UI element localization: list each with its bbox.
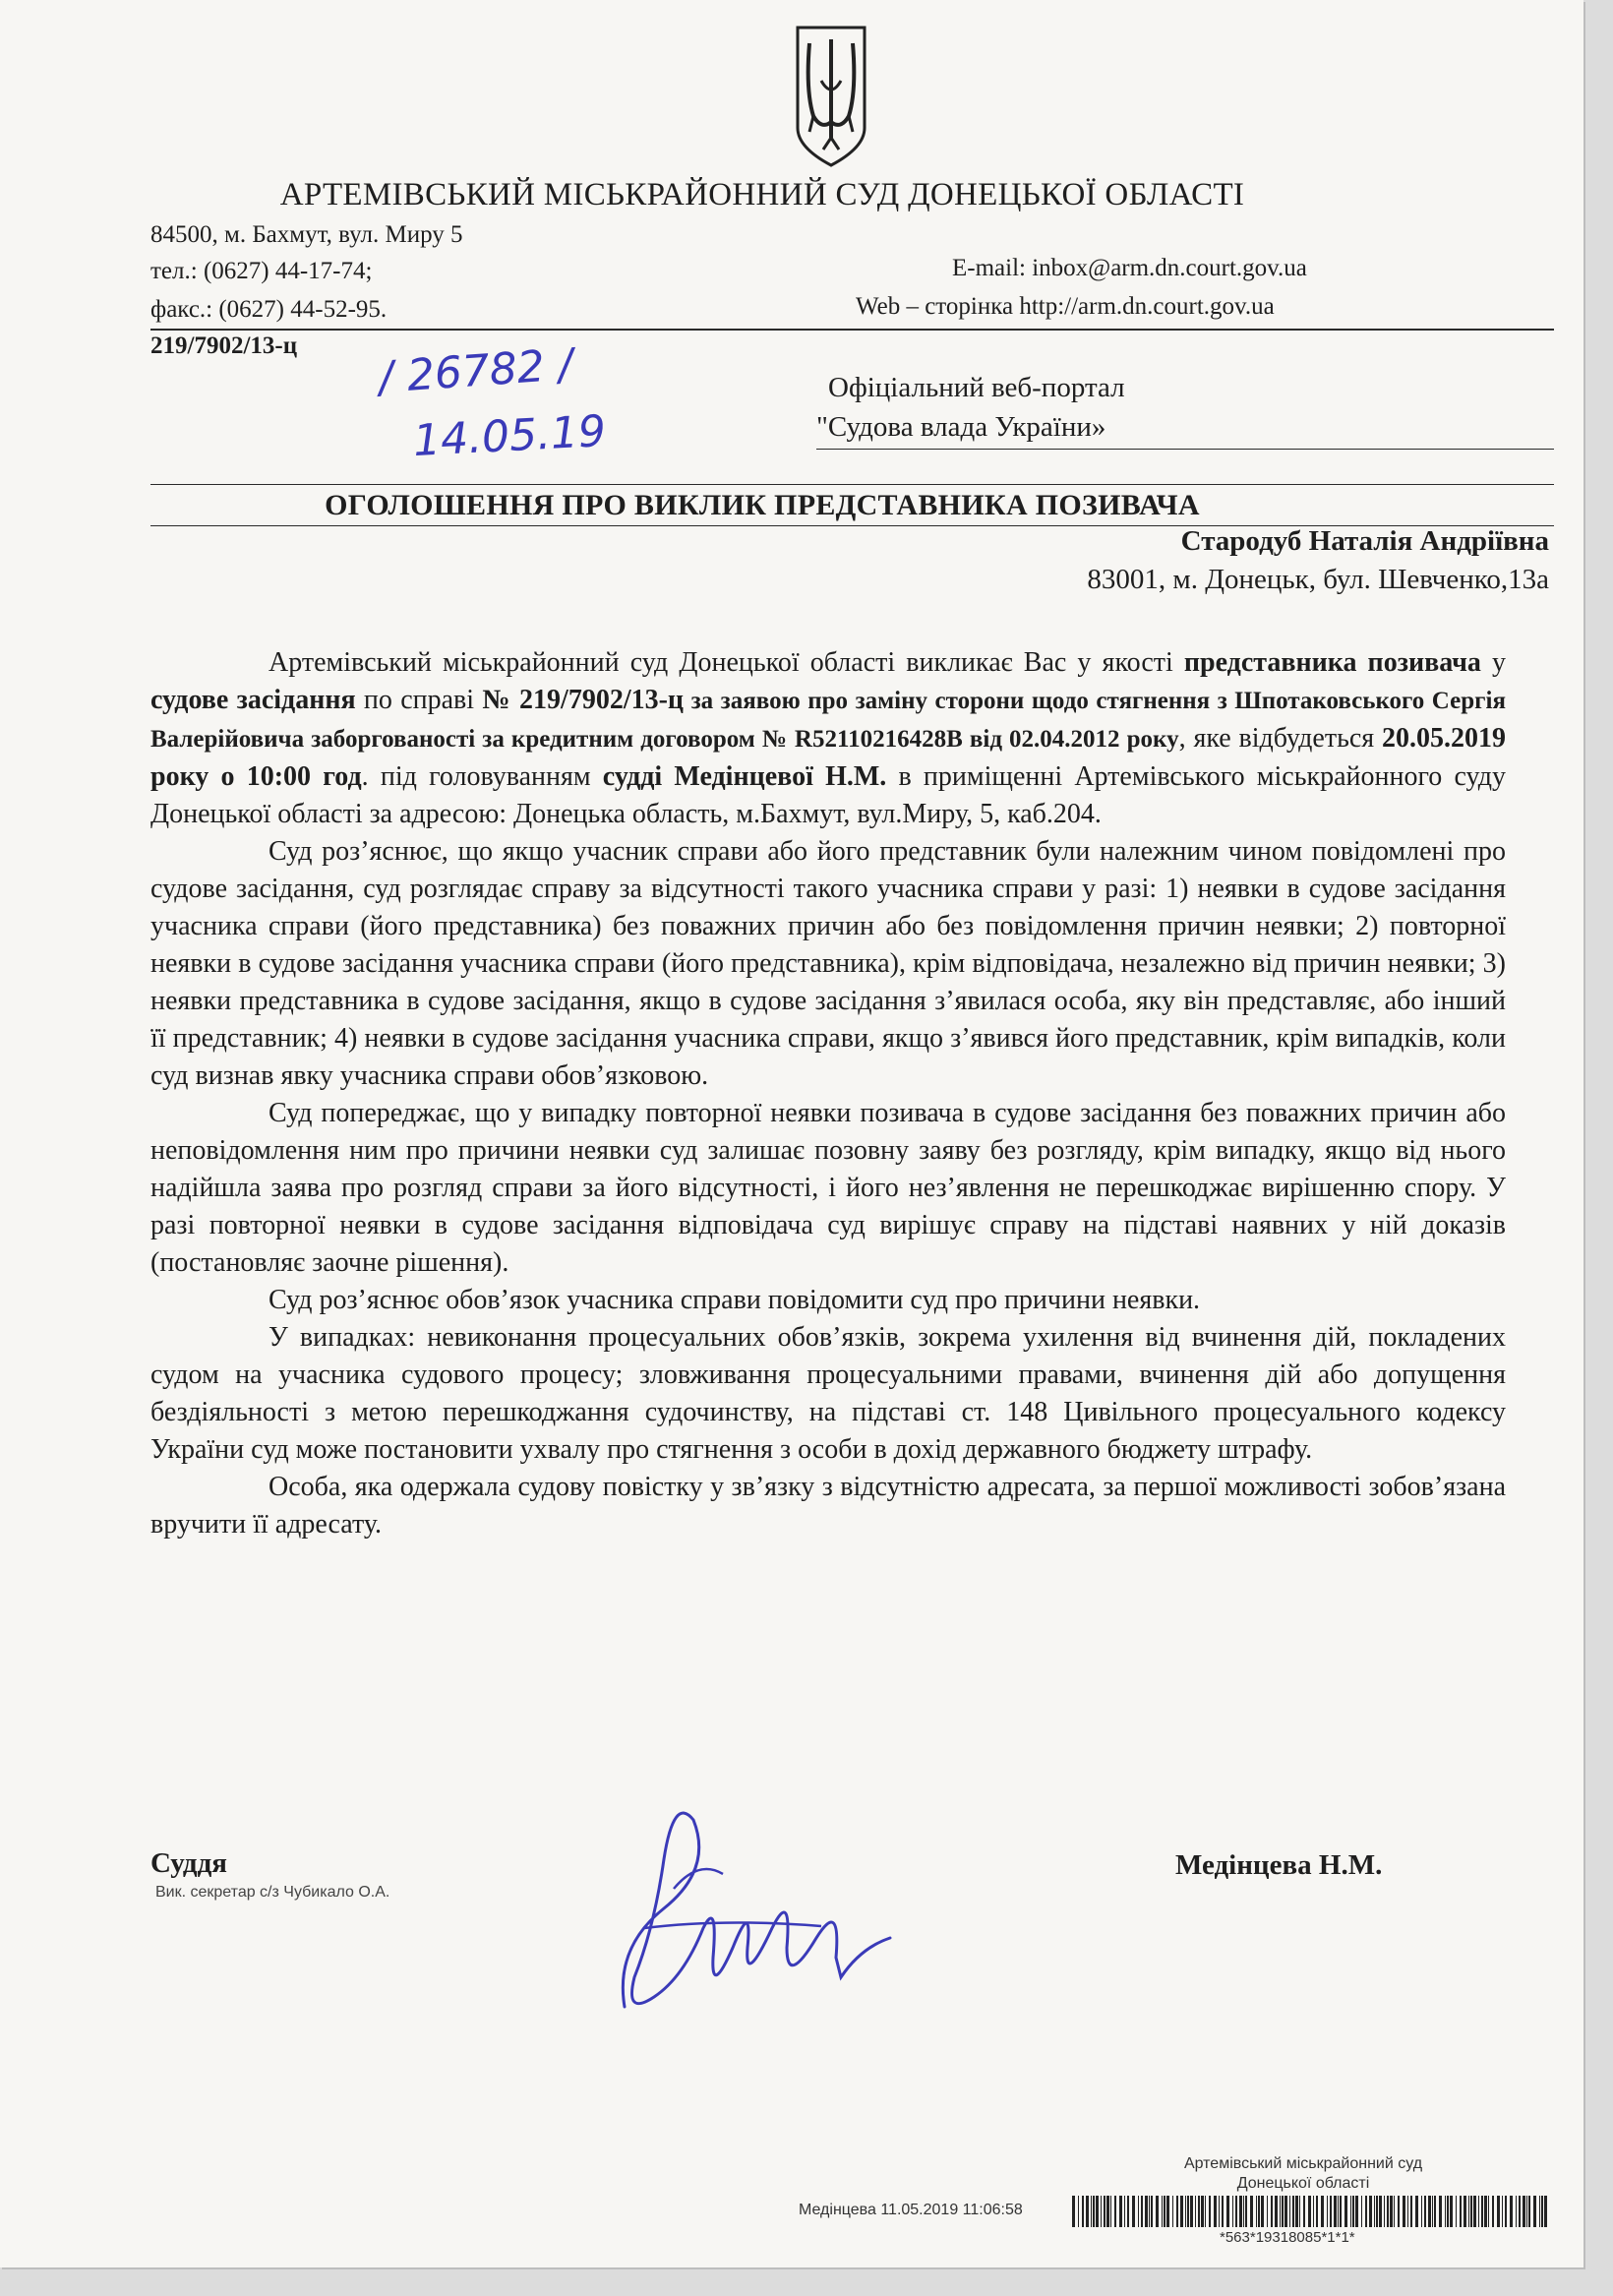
summons-text: по справі xyxy=(355,685,483,715)
summons-text: в приміщенні Артемівського міськрайонного суду Донецької області за адресою: Донецька область, м.Бахмут, вул.Миру, 5, каб.204. xyxy=(150,761,1506,829)
notice-title: ОГОЛОШЕННЯ ПРО ВИКЛИК ПРЕДСТАВНИКА ПОЗИВАЧА xyxy=(325,489,1200,521)
barcode-icon xyxy=(1072,2196,1554,2227)
stamp-court-line-2: Донецької області xyxy=(1236,2175,1370,2192)
summons-text: . під головуванням xyxy=(361,761,603,792)
summons-role: представника позивача xyxy=(1183,647,1481,678)
court-email: E-mail: inbox@arm.dn.court.gov.ua xyxy=(952,255,1307,281)
paragraph-summons xyxy=(150,644,1506,833)
court-website: Web – сторінка http://arm.dn.court.gov.ua xyxy=(856,293,1275,320)
summons-text: Артемівський міськрайонний суд Донецької області викликає Вас у якості xyxy=(269,647,1184,678)
summons-case-subject: за заявою про заміну сторони щодо стягнення з Шпотаковського Сергія Валерійовича заборгованості за кредитним договором № R52110216428B від 02.04.2012 року xyxy=(150,688,1506,753)
paragraph-absence-rules: Суд роз’яснює, що якщо учасник справи або його представник були належним чином повідомлені про судове засідання, суд розглядає справу за відсутності такого учасника справи у разі: 1) неявки в судове засідання учасника справи (його представника) без поважних причин або без повідомлення причин неявки; 2) повторної неявки в судове засідання учасника справи (його представника), крім відповідача, незалежно від причин неявки; 3) неявки представника в судове засідання, якщо в судове засідання з’явилася особа, яку він представляє, або інший її представник; 4) неявки в судове засідання учасника справи, якщо з’явився його представник, крім випадків, коли суд визнав явку учасника справи обов’язковою. xyxy=(150,836,1506,1091)
summons-text: у xyxy=(1480,647,1506,678)
judge-name: Медінцева Н.М. xyxy=(1175,1849,1383,1881)
header-divider xyxy=(150,329,1554,331)
paragraph-warning: Суд попереджає, що у випадку повторної неявки позивача в судове засідання без поважних причин або неповідомлення ним про причини неявки суд залишає позовну заяву без розгляду, крім випадку, якщо від нього надійшла заява про розгляд справи за його відсутності, і його нез’явлення не перешкоджає вирішенню спору. У разі повторної неявки в судове засідання відповідача суд вирішує справу на підставі наявних у ній доказів (постановляє заочне рішення). xyxy=(150,1098,1506,1278)
signature-title: Суддя xyxy=(150,1847,227,1879)
title-rule-top xyxy=(150,484,1554,485)
recipient-name xyxy=(1181,525,1549,558)
barcode-number: *563*19318085*1*1* xyxy=(1220,2229,1355,2246)
portal-line-1: Офіціальний веб-портал xyxy=(828,372,1125,403)
portal-underline xyxy=(816,449,1554,450)
summons-text: , яке відбудеться xyxy=(1178,723,1382,754)
trident-emblem-icon xyxy=(792,22,870,171)
court-name: АРТЕМІВСЬКИЙ МІСЬКРАЙОННИЙ СУД ДОНЕЦЬКОЇ ОБЛАСТІ xyxy=(279,177,1245,212)
recipient-address: 83001, м. Донецьк, бул. Шевченко,13а xyxy=(1087,564,1549,595)
notice-body xyxy=(150,644,1506,1543)
handwritten-registration-number: / 26782 / xyxy=(377,339,575,403)
summons-case-number: № 219/7902/13-ц xyxy=(482,685,685,715)
court-fax: факс.: (0627) 44-52-95. xyxy=(150,296,388,323)
secretary-line: Вик. секретар с/з Чубикало О.А. xyxy=(155,1884,390,1901)
summons-judge: судді Медінцевої Н.М. xyxy=(602,761,887,792)
court-address: 84500, м. Бахмут, вул. Миру 5 xyxy=(150,221,463,248)
registration-stamp-court xyxy=(1121,2154,1485,2194)
case-number: 219/7902/13-ц xyxy=(150,332,298,359)
handwritten-signature xyxy=(605,1800,920,2046)
paragraph-duty: Суд роз’яснює обов’язок учасника справи повідомити суд про причини неявки. xyxy=(269,1285,1201,1315)
summons-hearing: судове засідання xyxy=(150,685,356,715)
portal-line-2: "Судова влада України» xyxy=(816,411,1106,443)
stamp-court-line-1: Артемівський міськрайонний суд xyxy=(1183,2155,1423,2172)
registration-record: Медінцева 11.05.2019 11:06:58 xyxy=(799,2202,1023,2218)
handwritten-date: 14.05.19 xyxy=(411,405,608,467)
summons-datetime: 20.05.2019 року о 10:00 год xyxy=(150,723,1506,792)
paragraph-delivery: Особа, яка одержала судову повістку у зв’язку з відсутністю адресата, за першої можливості зобов’язана вручити її адресату. xyxy=(150,1472,1506,1540)
court-phone: тел.: (0627) 44-17-74; xyxy=(150,258,373,284)
recipient-name-text: Стародуб Наталія Андріївна xyxy=(1180,525,1549,557)
paragraph-fine: У випадках: невиконання процесуальних обов’язків, зокрема ухилення від вчинення дій, покладених судом на учасника судового процесу; зловживання процесуальними правами, вчинення дій або допущення бездіяльності з метою перешкоджання судочинству, на підставі ст. 148 Цивільного процесуального кодексу України суд може постановити ухвалу про стягнення з особи в дохід державного бюджету штрафу. xyxy=(150,1322,1506,1465)
